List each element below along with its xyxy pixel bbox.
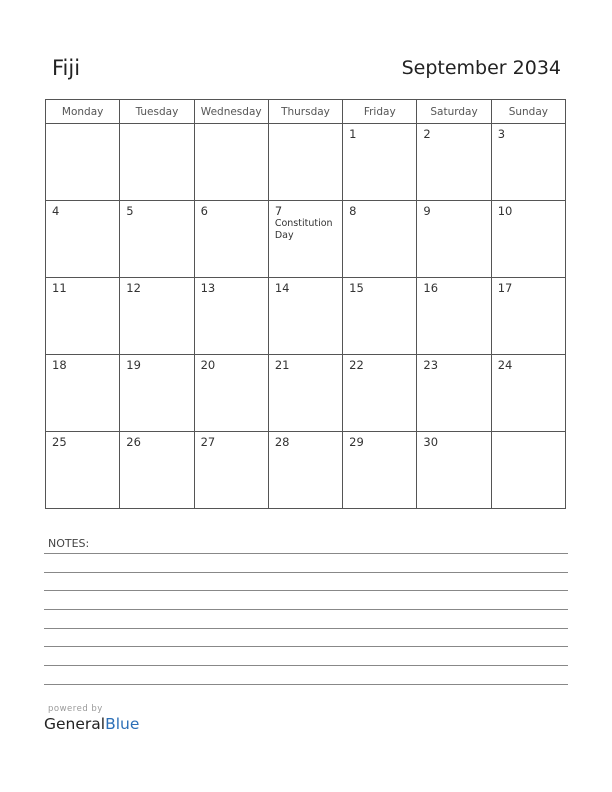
day-cell — [268, 432, 342, 509]
note-line — [44, 684, 568, 685]
day-cell — [491, 278, 565, 355]
day-number — [195, 124, 268, 127]
brand-name-blue: Blue — [105, 715, 140, 733]
day-cell — [120, 124, 194, 201]
note-line — [44, 553, 568, 554]
day-number — [492, 432, 565, 435]
day-number: 2 — [423, 127, 431, 141]
day-number: 9 — [423, 204, 431, 218]
day-cell — [491, 432, 565, 509]
day-cell — [417, 124, 491, 201]
day-number: 4 — [52, 204, 60, 218]
day-number: 8 — [349, 204, 357, 218]
weekday-header: Friday — [343, 100, 417, 124]
week-row — [46, 124, 566, 201]
day-cell — [194, 201, 268, 278]
day-number: 30 — [423, 435, 439, 449]
week-row — [46, 432, 566, 509]
note-line — [44, 590, 568, 591]
day-cell — [343, 355, 417, 432]
day-cell — [46, 124, 120, 201]
day-number: 1 — [349, 127, 357, 141]
weekday-header: Saturday — [417, 100, 491, 124]
day-number: 13 — [200, 281, 216, 295]
day-cell — [343, 124, 417, 201]
day-number: 25 — [52, 435, 67, 449]
day-cell — [491, 124, 565, 201]
day-cell — [268, 124, 342, 201]
day-number: 16 — [423, 281, 439, 295]
note-line — [44, 665, 568, 666]
day-cell — [491, 201, 565, 278]
weekday-header: Sunday — [491, 100, 565, 124]
day-number: 15 — [349, 281, 364, 295]
day-number: 11 — [52, 281, 67, 295]
day-number — [269, 124, 342, 127]
day-number: 27 — [200, 435, 216, 449]
calendar-grid — [45, 99, 566, 509]
note-line — [44, 609, 568, 610]
day-cell — [491, 355, 565, 432]
day-number: 22 — [349, 358, 364, 372]
note-line — [44, 628, 568, 629]
day-cell — [120, 201, 194, 278]
day-number: 28 — [274, 435, 290, 449]
weekday-header-row — [46, 100, 566, 124]
week-row — [46, 201, 566, 278]
brand-name-general: General — [44, 715, 106, 733]
day-number: 6 — [200, 204, 208, 218]
day-cell — [417, 278, 491, 355]
day-number: 23 — [423, 358, 439, 372]
day-cell — [194, 278, 268, 355]
note-line — [44, 646, 568, 647]
day-cell — [268, 355, 342, 432]
day-cell — [120, 355, 194, 432]
month-title: September 2034 — [401, 57, 561, 79]
day-cell — [120, 278, 194, 355]
country-title: Fiji — [52, 56, 81, 80]
day-number: 14 — [274, 281, 290, 295]
day-number: 7 — [274, 204, 283, 218]
day-number: 21 — [274, 358, 290, 372]
day-cell — [46, 201, 120, 278]
weekday-header: Tuesday — [120, 100, 194, 124]
day-number: 10 — [497, 204, 513, 218]
day-number — [120, 124, 193, 127]
weekday-header: Wednesday — [194, 100, 268, 124]
day-cell — [417, 355, 491, 432]
day-cell — [194, 432, 268, 509]
weekday-header: Thursday — [268, 100, 342, 124]
day-number: 18 — [52, 358, 67, 372]
day-number: 17 — [497, 281, 513, 295]
day-cell — [343, 432, 417, 509]
day-cell — [46, 355, 120, 432]
week-row — [46, 355, 566, 432]
notes-label: NOTES: — [48, 537, 90, 550]
week-row — [46, 278, 566, 355]
day-number: 5 — [126, 204, 134, 218]
day-cell — [417, 432, 491, 509]
day-cell — [343, 201, 417, 278]
weekday-header: Monday — [46, 100, 120, 124]
day-cell — [46, 432, 120, 509]
powered-by-text: powered by — [48, 704, 103, 714]
day-cell — [194, 355, 268, 432]
day-number: 26 — [126, 435, 141, 449]
day-number: 19 — [126, 358, 141, 372]
holiday-label: Constitution Day — [274, 218, 333, 241]
day-number: 29 — [349, 435, 364, 449]
note-line — [44, 572, 568, 573]
brand-logo — [44, 704, 139, 733]
day-number: 3 — [497, 127, 506, 141]
day-cell — [120, 432, 194, 509]
day-cell — [417, 201, 491, 278]
day-cell — [194, 124, 268, 201]
day-cell-holiday — [268, 201, 342, 278]
brand-name — [44, 715, 139, 733]
day-number: 12 — [126, 281, 141, 295]
day-cell — [268, 278, 342, 355]
day-number: 24 — [497, 358, 513, 372]
day-cell — [46, 278, 120, 355]
day-cell — [343, 278, 417, 355]
day-number: 20 — [200, 358, 216, 372]
day-number — [46, 124, 119, 127]
